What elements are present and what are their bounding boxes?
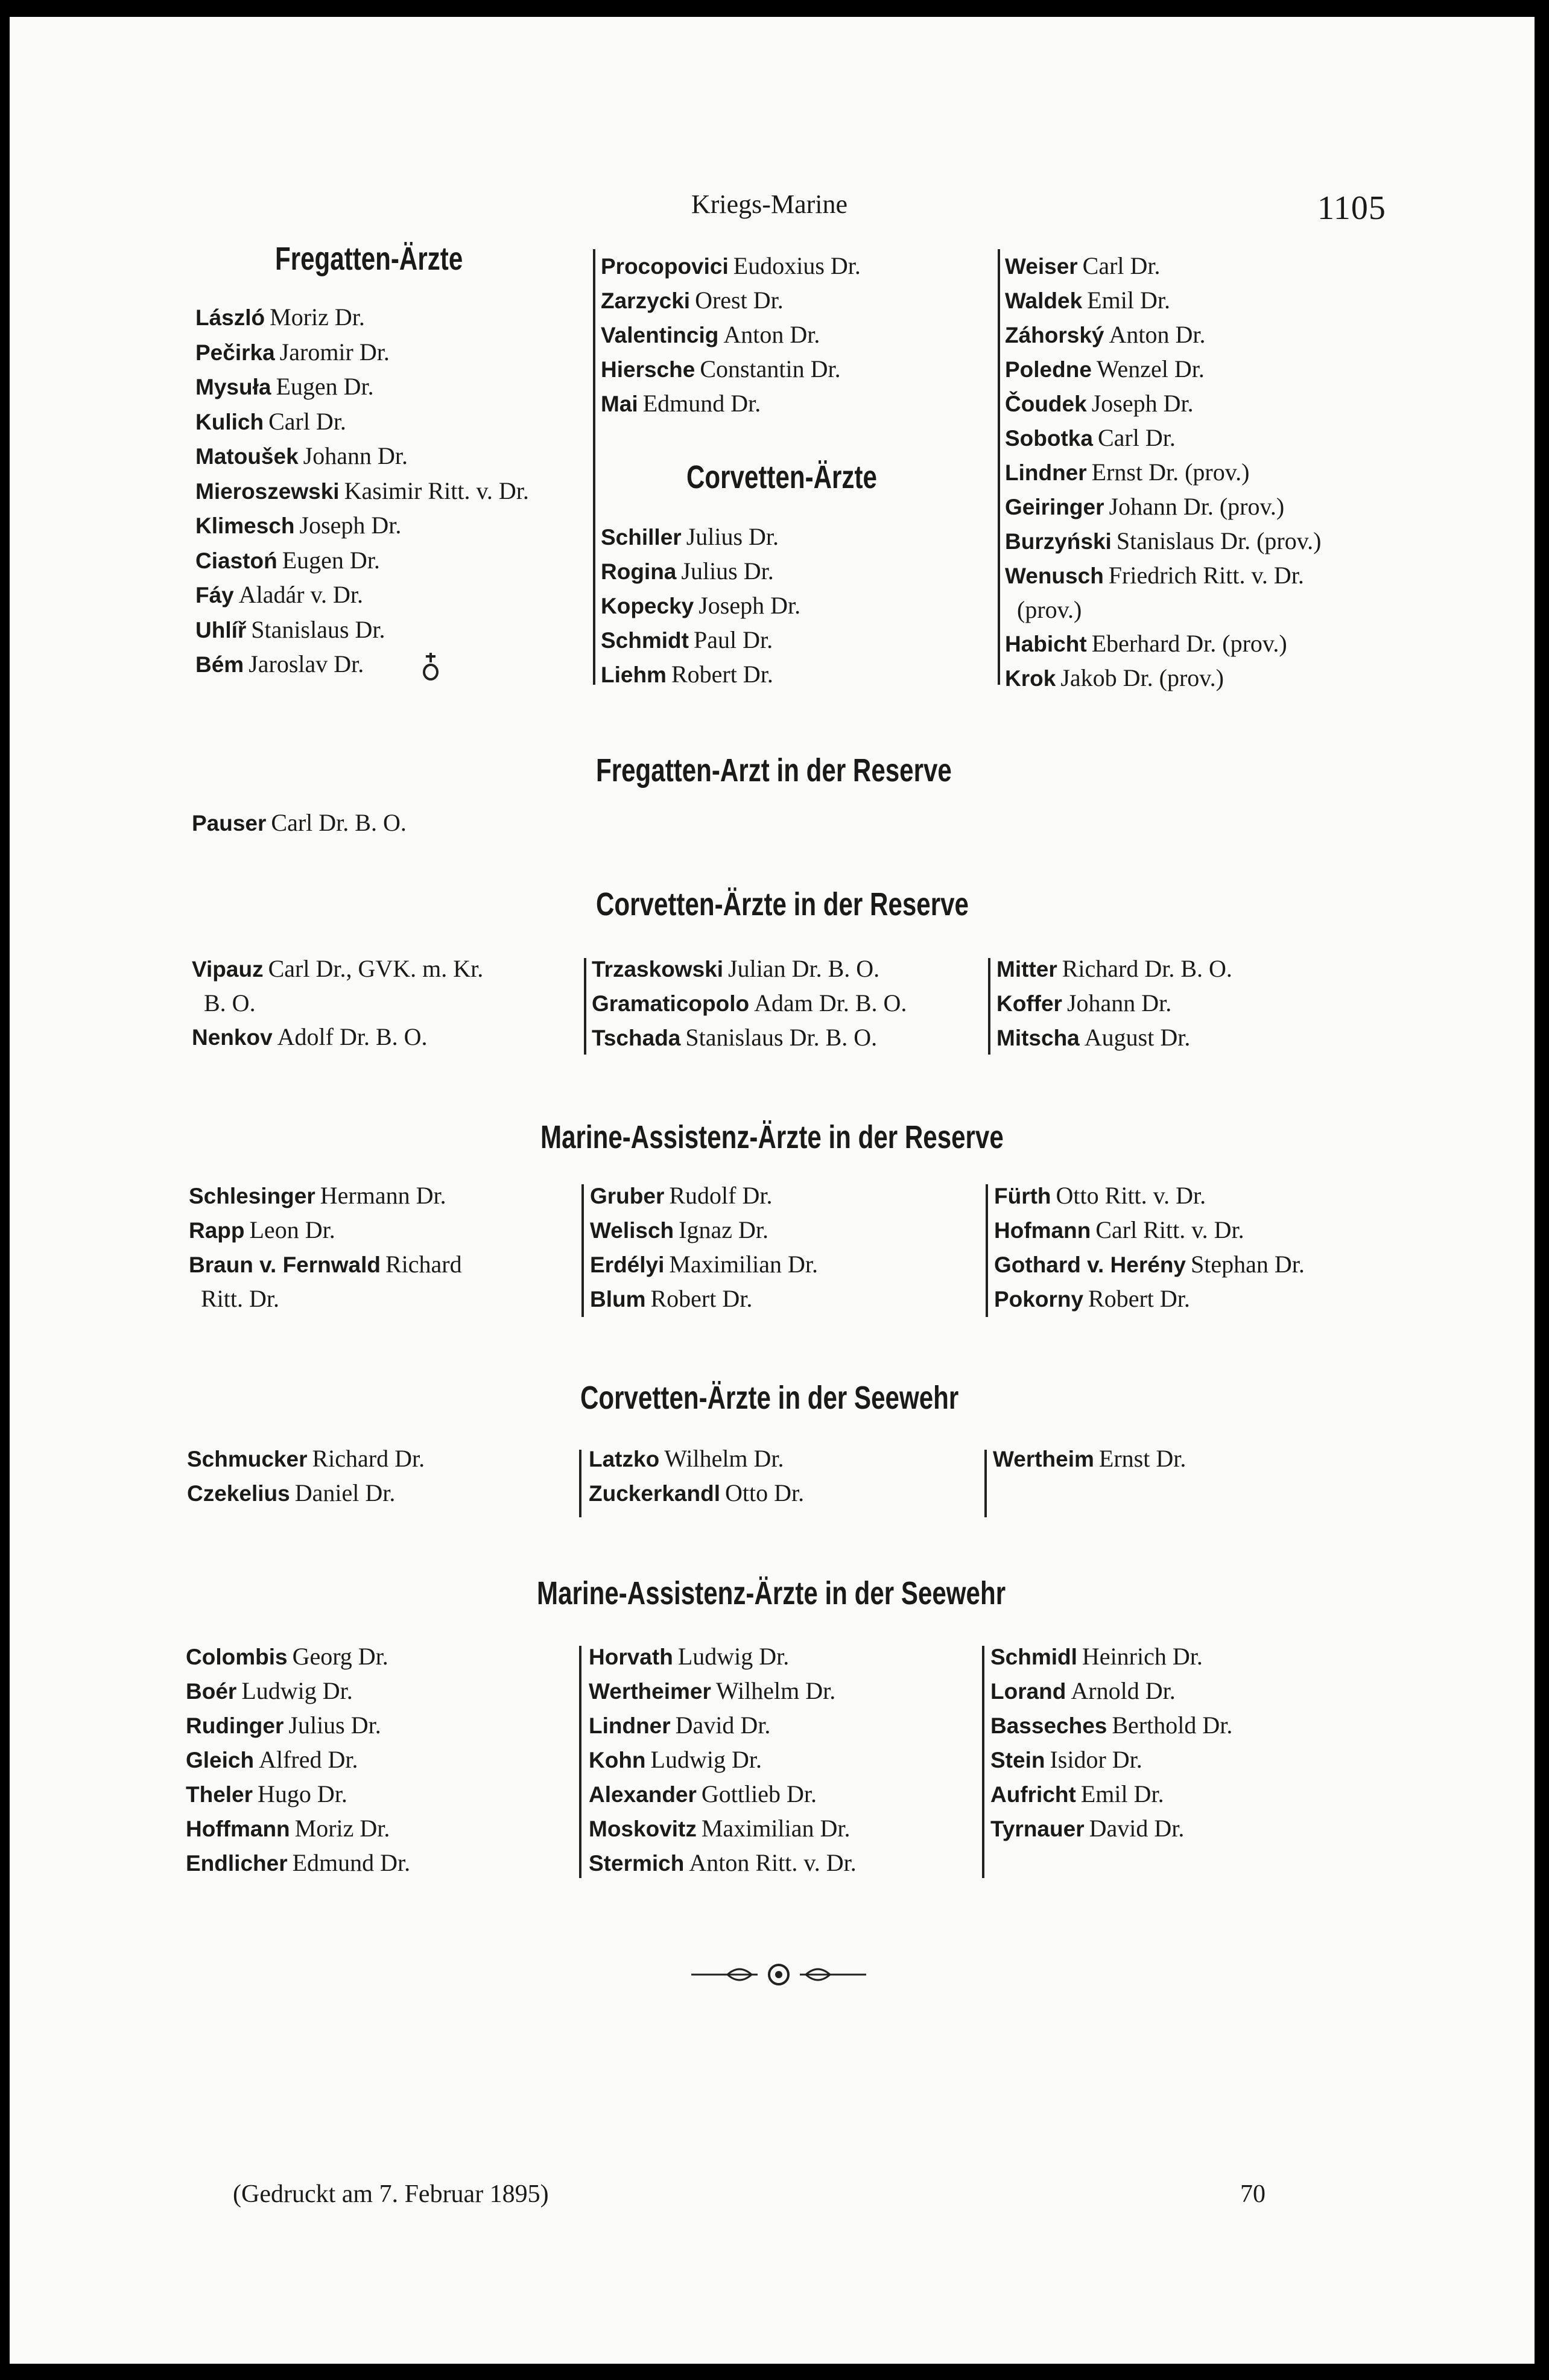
given-name-title: Robert Dr.	[650, 1285, 753, 1312]
list-item	[601, 249, 861, 284]
list-item	[601, 387, 861, 421]
list-item	[996, 986, 1232, 1021]
column-corvetten-aerzte-reserve-3	[996, 952, 1232, 1055]
given-name-title: Stanislaus Dr. B. O.	[685, 1024, 878, 1051]
list-item	[589, 1442, 804, 1476]
list-item	[1005, 661, 1321, 696]
given-name-title: Julius Dr.	[288, 1712, 381, 1739]
given-name-title: Jakob Dr. (prov.)	[1060, 664, 1224, 691]
list-item	[990, 1743, 1232, 1777]
surname: Blum	[590, 1287, 646, 1312]
given-name-title: Richard	[385, 1251, 462, 1278]
given-name-title: Carl Dr.	[1082, 252, 1161, 279]
given-name-title: Otto Ritt. v. Dr.	[1056, 1182, 1206, 1209]
given-name-title: David Dr.	[675, 1712, 771, 1739]
given-name-title: Moriz Dr.	[270, 303, 365, 331]
section-title-fregatten-arzt-reserve: Fregatten-Arzt in der Reserve	[596, 752, 952, 789]
list-item	[195, 474, 529, 509]
surname: Tyrnauer	[990, 1817, 1085, 1841]
surname: Moskovitz	[589, 1817, 697, 1841]
list-item	[990, 1812, 1232, 1846]
given-name-title: Richard Dr. B. O.	[1062, 955, 1232, 982]
given-name-title: Emil Dr.	[1087, 287, 1170, 314]
surname: Stermich	[589, 1851, 685, 1876]
list-item	[195, 509, 529, 544]
given-name-title: Eugen Dr.	[282, 546, 380, 574]
list-item	[601, 589, 800, 623]
surname: Ciastoń	[195, 548, 277, 573]
surname: Czekelius	[187, 1481, 290, 1506]
list-item	[186, 1846, 410, 1880]
column-corvetten-aerzte-reserve-2	[592, 952, 907, 1055]
surname: Valentincig	[601, 323, 719, 347]
given-name-title: Carl Dr.	[1097, 424, 1176, 451]
list-item	[1005, 421, 1321, 455]
list-item	[1005, 524, 1321, 559]
list-item	[192, 1020, 483, 1055]
list-item	[994, 1248, 1305, 1282]
surname: Schmucker	[187, 1447, 308, 1471]
column-corvetten-aerzte-seewehr-2	[589, 1442, 804, 1511]
list-item	[589, 1812, 857, 1846]
list-item	[186, 1674, 410, 1709]
given-name-title: Hermann Dr.	[320, 1182, 446, 1209]
given-name-title: Joseph Dr.	[1091, 390, 1194, 417]
given-name-title: Wenzel Dr.	[1096, 355, 1205, 382]
list-item	[187, 1442, 425, 1476]
given-name-title: Berthold Dr.	[1112, 1712, 1233, 1739]
list-item	[590, 1213, 818, 1248]
surname: Rapp	[189, 1218, 245, 1243]
list-item	[601, 623, 800, 658]
column-marine-assistenz-seewehr-1	[186, 1640, 410, 1880]
surname: Mysuła	[195, 375, 271, 399]
given-name-title: Julius Dr.	[681, 557, 774, 585]
surname: Gothard v. Herény	[994, 1252, 1186, 1277]
given-name-title: Eudoxius Dr.	[733, 252, 861, 279]
list-item	[195, 613, 529, 648]
list-item	[187, 1476, 425, 1511]
surname: Burzyński	[1005, 529, 1112, 554]
column-divider	[998, 249, 1000, 685]
given-name-title: Rudolf Dr.	[669, 1182, 773, 1209]
list-item	[189, 1248, 462, 1282]
given-name-title: Edmund Dr.	[292, 1849, 411, 1876]
surname: Kohn	[589, 1748, 646, 1772]
surname: Záhorský	[1005, 323, 1104, 347]
given-name-title: Edmund Dr.	[642, 390, 761, 417]
surname: Aufricht	[990, 1782, 1076, 1807]
list-item	[186, 1743, 410, 1777]
column-fregatten-aerzte-3	[1005, 249, 1321, 696]
surname: Welisch	[590, 1218, 674, 1243]
surname: Liehm	[601, 662, 667, 687]
signature-mark: 70	[1240, 2180, 1265, 2208]
surname: Fürth	[994, 1184, 1051, 1208]
list-item	[1005, 352, 1321, 387]
surname: Gruber	[590, 1184, 665, 1208]
list-item	[195, 335, 529, 370]
list-item	[189, 1179, 462, 1213]
column-divider	[579, 1450, 581, 1517]
surname: Lorand	[990, 1679, 1066, 1704]
list-item	[601, 554, 800, 589]
given-name-title: Jaromir Dr.	[279, 338, 390, 366]
given-name-title: David Dr.	[1089, 1815, 1185, 1842]
column-fregatten-aerzte-1	[195, 300, 529, 682]
surname: Habicht	[1005, 632, 1087, 656]
list-item	[1005, 490, 1321, 524]
surname: Tschada	[592, 1026, 681, 1050]
surname: Pauser	[192, 811, 267, 836]
given-name-title: Stanislaus Dr.	[251, 615, 385, 643]
list-item	[990, 1674, 1232, 1709]
surname: Wenusch	[1005, 563, 1104, 588]
column-divider	[982, 1646, 984, 1878]
given-name-title: Adolf Dr. B. O.	[277, 1023, 428, 1050]
surname: Geiringer	[1005, 495, 1104, 519]
surname: Matoušek	[195, 444, 299, 469]
given-name-title: Johann Dr. (prov.)	[1109, 493, 1285, 520]
section-title-corvetten-aerzte-reserve: Corvetten-Ärzte in der Reserve	[596, 886, 969, 922]
column-marine-assistenz-reserve-3	[994, 1179, 1305, 1316]
list-item	[592, 986, 907, 1021]
surname: Pečirka	[195, 340, 275, 365]
surname: Rudinger	[186, 1713, 284, 1738]
column-corvetten-aerzte-reserve-1	[192, 952, 483, 1055]
given-name-title: Otto Dr.	[724, 1479, 805, 1506]
list-item	[592, 952, 907, 986]
list-item	[589, 1476, 804, 1511]
given-name-title: Ignaz Dr.	[679, 1216, 768, 1243]
given-name-title: Wilhelm Dr.	[664, 1445, 784, 1472]
given-name-title: Stanislaus Dr. (prov.)	[1116, 527, 1322, 554]
surname: Schmidl	[990, 1645, 1077, 1669]
given-name-title: Arnold Dr.	[1071, 1677, 1176, 1704]
list-item	[195, 439, 529, 474]
deceased-mark-icon	[420, 650, 442, 690]
given-name-title: Ludwig Dr.	[650, 1746, 762, 1773]
list-item	[589, 1709, 857, 1743]
list-item	[195, 544, 529, 579]
surname: Kulich	[195, 409, 264, 434]
given-name-title: Johann Dr.	[303, 442, 408, 469]
ornament-divider-icon	[691, 1960, 866, 1990]
list-item	[195, 647, 529, 682]
surname: Sobotka	[1005, 426, 1093, 451]
column-corvetten-aerzte-seewehr-1	[187, 1442, 425, 1511]
document-page	[10, 17, 1535, 2364]
given-name-title: Heinrich Dr.	[1082, 1643, 1203, 1670]
given-name-title: Ernst Dr.	[1098, 1445, 1186, 1472]
surname: Boér	[186, 1679, 237, 1704]
list-item	[601, 284, 861, 318]
list-item	[996, 952, 1232, 986]
given-name-title: Wilhelm Dr.	[715, 1677, 836, 1704]
given-name-title: Isidor Dr.	[1050, 1746, 1142, 1773]
section-title-marine-assistenz-reserve: Marine-Assistenz-Ärzte in der Reserve	[540, 1119, 1004, 1155]
surname: Endlicher	[186, 1851, 288, 1876]
surname: Wertheimer	[589, 1679, 711, 1704]
given-name-title: Stephan Dr.	[1191, 1251, 1305, 1278]
list-item	[590, 1179, 818, 1213]
given-name-title: Emil Dr.	[1080, 1780, 1164, 1807]
list-item	[601, 520, 800, 554]
given-name-title: Maximilian Dr.	[669, 1251, 819, 1278]
list-item	[195, 300, 529, 335]
given-name-title: Carl Dr. B. O.	[271, 809, 407, 836]
list-item	[996, 1021, 1232, 1055]
surname: Zarzycki	[601, 288, 691, 313]
surname: Procopovici	[601, 254, 729, 279]
given-name-title: Eberhard Dr. (prov.)	[1091, 630, 1287, 657]
surname: Lindner	[589, 1713, 671, 1738]
surname: Hoffmann	[186, 1817, 290, 1841]
given-name-title: Richard Dr.	[312, 1445, 425, 1472]
surname: Hiersche	[601, 357, 695, 382]
given-name-title: Anton Dr.	[723, 321, 820, 348]
list-item	[1005, 559, 1321, 593]
surname: Basseches	[990, 1713, 1107, 1738]
surname: Theler	[186, 1782, 253, 1807]
list-item	[993, 1442, 1186, 1476]
column-divider	[988, 958, 990, 1055]
list-item	[1005, 284, 1321, 318]
list-item	[189, 1213, 462, 1248]
surname: Alexander	[589, 1782, 697, 1807]
list-item	[195, 370, 529, 405]
surname: Čoudek	[1005, 392, 1087, 416]
given-name-title: Daniel Dr.	[294, 1479, 396, 1506]
surname: Bém	[195, 652, 244, 677]
given-name-title: Leon Dr.	[249, 1216, 335, 1243]
column-divider	[581, 1184, 584, 1317]
column-marine-assistenz-seewehr-2	[589, 1640, 857, 1880]
list-item	[589, 1846, 857, 1880]
surname: Vipauz	[192, 957, 264, 982]
running-head-title: Kriegs-Marine	[691, 189, 848, 219]
list-item	[589, 1743, 857, 1777]
list-item	[192, 952, 483, 986]
list-item	[1005, 455, 1321, 490]
given-name-title: Orest Dr.	[695, 287, 784, 314]
column-fregatten-aerzte-2	[601, 249, 861, 421]
surname: Mai	[601, 392, 638, 416]
given-name-title: Ludwig Dr.	[677, 1643, 790, 1670]
list-item	[994, 1213, 1305, 1248]
given-name-title: Julian Dr. B. O.	[728, 955, 880, 982]
column-divider	[593, 249, 595, 685]
surname: Waldek	[1005, 288, 1083, 313]
surname: Stein	[990, 1748, 1045, 1772]
given-name-title: Ernst Dr. (prov.)	[1091, 459, 1250, 486]
surname: László	[195, 305, 265, 330]
list-item-continuation: B. O.	[204, 989, 256, 1017]
column-divider	[579, 1646, 581, 1878]
list-item	[1005, 318, 1321, 352]
given-name-title: Johann Dr.	[1066, 989, 1172, 1017]
surname: Latzko	[589, 1447, 660, 1471]
given-name-title: Aladár v. Dr.	[238, 581, 363, 608]
given-name-title: Paul Dr.	[693, 626, 773, 653]
given-name-title: Joseph Dr.	[299, 512, 402, 539]
list-item	[1005, 387, 1321, 421]
given-name-title: Hugo Dr.	[258, 1780, 347, 1807]
surname: Lindner	[1005, 460, 1087, 485]
given-name-title: Robert Dr.	[1088, 1285, 1190, 1312]
list-item	[192, 806, 407, 840]
list-item	[195, 405, 529, 440]
column-marine-assistenz-seewehr-3	[990, 1640, 1232, 1846]
given-name-title: Carl Dr., GVK. m. Kr.	[268, 955, 484, 982]
surname: Schmidt	[601, 628, 689, 653]
column-divider	[986, 1184, 988, 1317]
list-item	[994, 1179, 1305, 1213]
column-fregatten-arzt-reserve-1	[192, 806, 407, 840]
given-name-title: Eugen Dr.	[276, 373, 374, 400]
given-name-title: Carl Ritt. v. Dr.	[1095, 1216, 1244, 1243]
list-item	[195, 578, 529, 613]
list-item	[990, 1777, 1232, 1812]
section-title-corvetten-aerzte: Corvetten-Ärzte	[686, 459, 877, 495]
list-item	[589, 1777, 857, 1812]
surname: Koffer	[996, 991, 1062, 1016]
given-name-title: Alfred Dr.	[259, 1746, 358, 1773]
surname: Braun v. Fernwald	[189, 1252, 381, 1277]
surname: Schlesinger	[189, 1184, 315, 1208]
section-title-fregatten-aerzte: Fregatten-Ärzte	[275, 241, 463, 277]
surname: Poledne	[1005, 357, 1092, 382]
surname: Weiser	[1005, 254, 1078, 279]
list-item	[990, 1709, 1232, 1743]
surname: Klimesch	[195, 513, 295, 538]
given-name-title: Anton Ritt. v. Dr.	[689, 1849, 857, 1876]
given-name-title: Georg Dr.	[292, 1643, 388, 1670]
given-name-title: Carl Dr.	[268, 407, 346, 435]
column-divider	[584, 958, 586, 1055]
surname: Mitscha	[996, 1026, 1080, 1050]
surname: Rogina	[601, 559, 677, 584]
surname: Colombis	[186, 1645, 288, 1669]
list-item-continuation: Ritt. Dr.	[201, 1285, 280, 1312]
list-item	[186, 1812, 410, 1846]
given-name-title: Adam Dr. B. O.	[754, 989, 907, 1017]
surname: Gleich	[186, 1748, 255, 1772]
surname: Uhlíř	[195, 617, 247, 643]
surname: Krok	[1005, 666, 1056, 691]
given-name-title: Constantin Dr.	[700, 355, 841, 382]
surname: Schiller	[601, 525, 682, 550]
surname: Fáy	[195, 583, 234, 608]
list-item	[1005, 249, 1321, 284]
given-name-title: Maximilian Dr.	[701, 1815, 851, 1842]
column-divider	[984, 1450, 987, 1517]
given-name-title: Kasimir Ritt. v. Dr.	[344, 477, 529, 504]
surname: Zuckerkandl	[589, 1481, 720, 1506]
surname: Nenkov	[192, 1025, 273, 1050]
section-title-marine-assistenz-seewehr: Marine-Assistenz-Ärzte in der Seewehr	[537, 1575, 1006, 1611]
list-item	[1005, 627, 1321, 661]
given-name-title: Ludwig Dr.	[241, 1677, 353, 1704]
list-item	[592, 1021, 907, 1055]
given-name-title: Joseph Dr.	[698, 592, 801, 619]
surname: Kopecky	[601, 594, 694, 618]
list-item	[601, 352, 861, 387]
given-name-title: Julius Dr.	[686, 523, 779, 550]
surname: Wertheim	[993, 1447, 1094, 1471]
surname: Erdélyi	[590, 1252, 665, 1277]
column-corvetten-aerzte-seewehr-3	[993, 1442, 1186, 1476]
given-name-title: Moriz Dr.	[294, 1815, 390, 1842]
list-item	[186, 1709, 410, 1743]
surname: Mieroszewski	[195, 478, 340, 504]
section-title-corvetten-aerzte-seewehr: Corvetten-Ärzte in der Seewehr	[580, 1380, 959, 1416]
list-item	[186, 1640, 410, 1674]
given-name-title: Gottlieb Dr.	[701, 1780, 817, 1807]
print-date-note: (Gedruckt am 7. Februar 1895)	[233, 2180, 549, 2208]
column-corvetten-aerzte-2	[601, 520, 800, 692]
surname: Horvath	[589, 1645, 673, 1669]
list-item	[990, 1640, 1232, 1674]
list-item	[590, 1282, 818, 1316]
list-item	[186, 1777, 410, 1812]
given-name-title: Robert Dr.	[671, 661, 773, 688]
surname: Mitter	[996, 957, 1057, 982]
list-item	[589, 1640, 857, 1674]
list-item	[590, 1248, 818, 1282]
surname: Gramaticopolo	[592, 991, 750, 1016]
surname: Trzaskowski	[592, 957, 724, 982]
list-item	[601, 658, 800, 692]
given-name-title: Friedrich Ritt. v. Dr.	[1108, 562, 1304, 589]
surname: Hofmann	[994, 1218, 1091, 1243]
given-name-title: Jaroslav Dr.	[249, 650, 364, 678]
column-marine-assistenz-reserve-1	[189, 1179, 462, 1316]
surname: Pokorny	[994, 1287, 1084, 1312]
given-name-title: Anton Dr.	[1109, 321, 1206, 348]
column-marine-assistenz-reserve-2	[590, 1179, 818, 1316]
list-item	[589, 1674, 857, 1709]
list-item	[601, 318, 861, 352]
given-name-title: August Dr.	[1084, 1024, 1191, 1051]
page-number: 1105	[1317, 189, 1386, 227]
list-item	[994, 1282, 1305, 1316]
list-item-continuation: (prov.)	[1017, 596, 1082, 623]
